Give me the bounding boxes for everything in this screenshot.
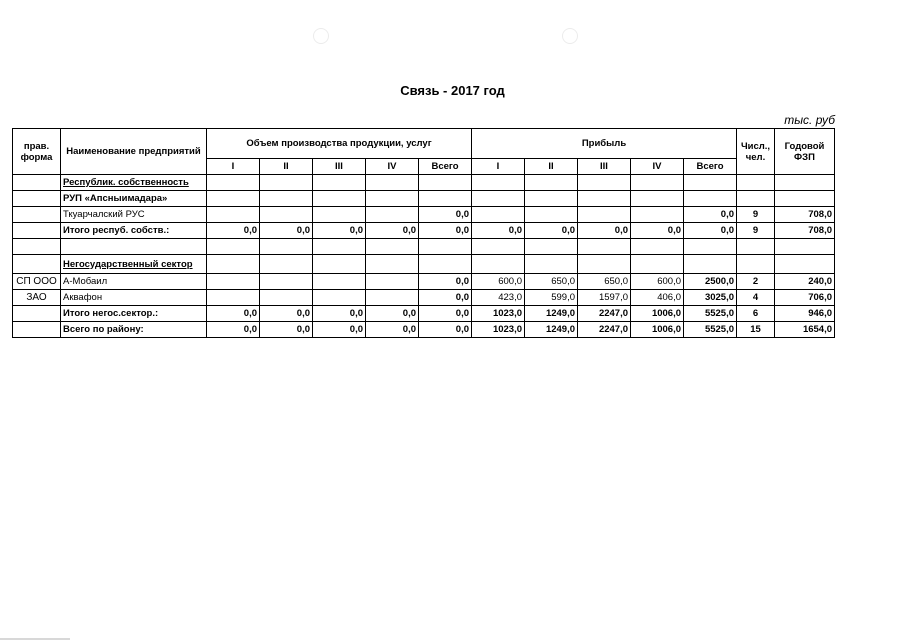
profit-q3: 2247,0 xyxy=(578,322,631,338)
subsection-label: РУП «Апсныимадара» xyxy=(61,191,207,207)
prod-total: 0,0 xyxy=(419,290,472,306)
header-staff: Числ., чел. xyxy=(737,129,775,175)
prod-q3: 0,0 xyxy=(313,322,366,338)
report-table xyxy=(12,128,835,338)
prod-q4: 0,0 xyxy=(366,322,419,338)
profit-q1: 1023,0 xyxy=(472,322,525,338)
profit-q1: 423,0 xyxy=(472,290,525,306)
profit-total: 3025,0 xyxy=(684,290,737,306)
profit-q4-header: IV xyxy=(631,159,684,175)
prod-q1-header: I xyxy=(207,159,260,175)
total-label: Итого респуб. собств.: xyxy=(61,223,207,239)
prod-q4-header: IV xyxy=(366,159,419,175)
legal-form: ЗАО xyxy=(13,290,61,306)
prod-total: 0,0 xyxy=(419,207,472,223)
staff-count: 4 xyxy=(737,290,775,306)
staff-count: 15 xyxy=(737,322,775,338)
total-row-state xyxy=(13,223,835,239)
profit-q3: 650,0 xyxy=(578,274,631,290)
prod-total: 0,0 xyxy=(419,223,472,239)
profit-q4: 1006,0 xyxy=(631,322,684,338)
company-name: Аквафон xyxy=(61,290,207,306)
header-name: Наименование предприятий xyxy=(61,129,207,175)
total-row-private xyxy=(13,306,835,322)
profit-total: 5525,0 xyxy=(684,322,737,338)
section-label: Республик. собственность xyxy=(61,175,207,191)
legal-form: СП ООО xyxy=(13,274,61,290)
subsection-row-rup xyxy=(13,191,835,207)
table-row xyxy=(13,274,835,290)
profit-q3: 2247,0 xyxy=(578,306,631,322)
annual-fund: 708,0 xyxy=(775,207,835,223)
profit-q4: 0,0 xyxy=(631,223,684,239)
profit-q1: 1023,0 xyxy=(472,306,525,322)
annual-fund: 946,0 xyxy=(775,306,835,322)
prod-q2: 0,0 xyxy=(260,306,313,322)
profit-total: 0,0 xyxy=(684,223,737,239)
prod-total: 0,0 xyxy=(419,274,472,290)
scan-hole-right xyxy=(562,28,578,44)
total-label: Всего по району: xyxy=(61,322,207,338)
prod-q2-header: II xyxy=(260,159,313,175)
profit-q2: 599,0 xyxy=(525,290,578,306)
profit-q4: 1006,0 xyxy=(631,306,684,322)
profit-q3-header: III xyxy=(578,159,631,175)
profit-q4: 600,0 xyxy=(631,274,684,290)
annual-fund: 1654,0 xyxy=(775,322,835,338)
profit-q3: 1597,0 xyxy=(578,290,631,306)
profit-q2: 650,0 xyxy=(525,274,578,290)
prod-q2: 0,0 xyxy=(260,322,313,338)
prod-total: 0,0 xyxy=(419,306,472,322)
prod-q3: 0,0 xyxy=(313,306,366,322)
company-name: Ткуарчалский РУС xyxy=(61,207,207,223)
section-row-private xyxy=(13,255,835,274)
profit-total: 2500,0 xyxy=(684,274,737,290)
prod-q1: 0,0 xyxy=(207,322,260,338)
prod-q1: 0,0 xyxy=(207,306,260,322)
profit-q2: 1249,0 xyxy=(525,322,578,338)
profit-total: 0,0 xyxy=(684,207,737,223)
header-profit: Прибыль xyxy=(472,129,737,159)
profit-q3: 0,0 xyxy=(578,223,631,239)
staff-count: 9 xyxy=(737,223,775,239)
prod-q4: 0,0 xyxy=(366,306,419,322)
header-fund: Годовой ФЗП xyxy=(775,129,835,175)
profit-q1: 600,0 xyxy=(472,274,525,290)
profit-q1-header: I xyxy=(472,159,525,175)
profit-total-header: Всего xyxy=(684,159,737,175)
annual-fund: 706,0 xyxy=(775,290,835,306)
units-label: тыс. руб xyxy=(784,113,835,127)
total-label: Итого негос.сектор.: xyxy=(61,306,207,322)
prod-total-header: Всего xyxy=(419,159,472,175)
header-form: прав. форма xyxy=(13,129,61,175)
header-row xyxy=(13,129,835,159)
profit-q2: 1249,0 xyxy=(525,306,578,322)
table-row xyxy=(13,207,835,223)
prod-q4: 0,0 xyxy=(366,223,419,239)
company-name: А-Мобаил xyxy=(61,274,207,290)
profit-total: 5525,0 xyxy=(684,306,737,322)
annual-fund: 240,0 xyxy=(775,274,835,290)
section-label: Негосударственный сектор xyxy=(61,255,207,274)
profit-q4: 406,0 xyxy=(631,290,684,306)
scan-hole-left xyxy=(313,28,329,44)
header-production: Объем производства продукции, услуг xyxy=(207,129,472,159)
blank-row xyxy=(13,239,835,255)
staff-count: 2 xyxy=(737,274,775,290)
annual-fund: 708,0 xyxy=(775,223,835,239)
prod-total: 0,0 xyxy=(419,322,472,338)
prod-q2: 0,0 xyxy=(260,223,313,239)
prod-q3: 0,0 xyxy=(313,223,366,239)
prod-q1: 0,0 xyxy=(207,223,260,239)
staff-count: 9 xyxy=(737,207,775,223)
page-title: Связь - 2017 год xyxy=(400,83,505,98)
section-row-state xyxy=(13,175,835,191)
staff-count: 6 xyxy=(737,306,775,322)
profit-q2-header: II xyxy=(525,159,578,175)
table-row xyxy=(13,290,835,306)
profit-q2: 0,0 xyxy=(525,223,578,239)
total-row-region xyxy=(13,322,835,338)
profit-q1: 0,0 xyxy=(472,223,525,239)
prod-q3-header: III xyxy=(313,159,366,175)
